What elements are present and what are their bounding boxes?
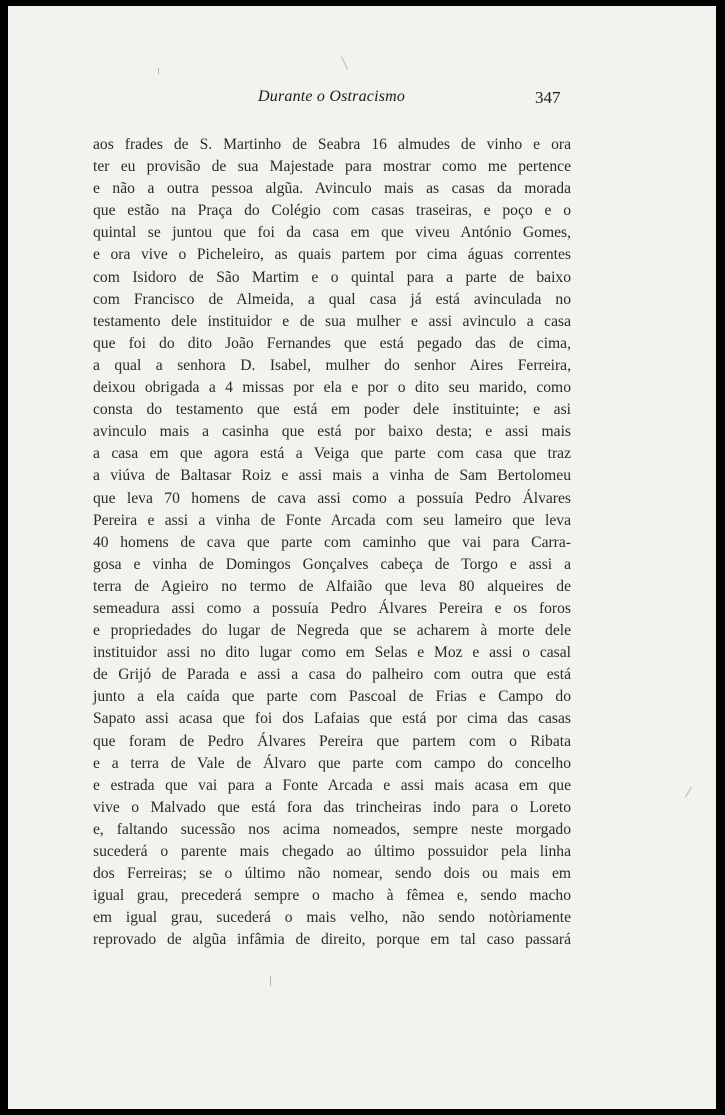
text-line: a viúva de Baltasar Roiz e assi mais a vinha de Sam Bertolomeu — [93, 467, 571, 485]
text-line: deixou obrigada a 4 missas por ela e por o dito seu marido, como — [93, 379, 571, 397]
text-line: e ora vive o Picheleiro, as quais partem por cima águas correntes — [93, 246, 571, 264]
text-line: sucederá o parente mais chegado ao último possuidor pela linha — [93, 843, 571, 860]
text-line: em igual grau, sucederá o mais velho, não sendo notòriamente — [93, 909, 571, 927]
text-line: de Grijó de Parada e assi a casa do palheiro com outra que está — [93, 666, 571, 684]
text-line: que foram de Pedro Álvares Pereira que partem com o Ribata — [93, 732, 571, 750]
scan-mark — [685, 787, 692, 798]
text-line: que estão na Praça do Colégio com casas traseiras, e poço e o — [93, 202, 571, 220]
book-page — [8, 6, 716, 1109]
text-line: avinculo mais a casinha que está por baixo desta; e assi mais — [93, 423, 571, 441]
text-line: e, faltando sucessão nos acima nomeados, sempre neste morgado — [93, 820, 571, 838]
text-line: a casa em que agora está a Veiga que parte com casa que traz — [93, 445, 571, 463]
body-text — [93, 134, 571, 951]
text-line: com Francisco de Almeida, a qual casa já está avinculada no — [93, 290, 571, 308]
text-line: quintal se juntou que foi da casa em que viveu António Gomes, — [93, 224, 571, 242]
text-line: semeadura assi como a possuía Pedro Álvares Pereira e os foros — [93, 599, 571, 617]
text-line: a qual a senhora D. Isabel, mulher do senhor Aires Ferreira, — [93, 356, 571, 374]
text-line: igual grau, precederá sempre o macho à fêmea e, sendo macho — [93, 887, 571, 905]
text-line: gosa e vinha de Domingos Gonçalves cabeça de Torgo e assi a — [93, 555, 571, 573]
text-line: 40 homens de cava que parte com caminho que vai para Carra- — [93, 533, 571, 551]
text-line: vive o Malvado que está fora das trincheiras indo para o Loreto — [93, 798, 571, 816]
text-line: que foi do dito João Fernandes que está pegado das de cima, — [93, 334, 571, 352]
text-line: terra de Agieiro no termo de Alfaião que leva 80 alqueires de — [93, 577, 571, 595]
text-line: que leva 70 homens de cava assi como a possuía Pedro Álvares — [93, 489, 571, 507]
text-line: e a terra de Vale de Álvaro que parte com campo do concelho — [93, 754, 571, 772]
text-line: reprovado de algũa infâmia de direito, porque em tal caso passará — [93, 931, 571, 949]
text-line: e não a outra pessoa algũa. Avinculo mais as casas da morada — [93, 180, 571, 198]
text-line: junto a ela caída que parte com Pascoal de Frias e Campo do — [93, 688, 571, 706]
text-line: com Isidoro de São Martim e o quintal para a parte de baixo — [93, 268, 571, 286]
text-line: aos frades de S. Martinho de Seabra 16 almudes de vinho e ora — [93, 136, 571, 153]
text-line: e propriedades do lugar de Negreda que se acharem à morte dele — [93, 622, 571, 640]
text-line: testamento dele instituidor e de sua mulher e assi avinculo a casa — [93, 312, 571, 330]
text-line: ter eu provisão de sua Majestade para mostrar como me pertence — [93, 158, 571, 176]
scan-mark — [270, 976, 271, 986]
page-number: 347 — [535, 88, 561, 107]
text-line: dos Ferreiras; se o último não nomear, sendo dois ou mais em — [93, 865, 571, 883]
scan-mark — [341, 56, 348, 69]
text-line: e estrada que vai para a Fonte Arcada e assi mais acasa em que — [93, 776, 571, 794]
page-header — [8, 88, 716, 112]
text-line: Pereira e assi a vinha de Fonte Arcada com seu lameiro que leva — [93, 511, 571, 529]
text-line: Sapato assi acasa que foi dos Lafaias que está por cima das casas — [93, 710, 571, 728]
running-title: Durante o Ostracismo — [258, 88, 406, 105]
text-line: instituidor assi no dito lugar como em Selas e Moz e assi o casal — [93, 644, 571, 662]
text-line: consta do testamento que está em poder dele instituinte; e asi — [93, 401, 571, 419]
scan-mark — [158, 68, 159, 74]
